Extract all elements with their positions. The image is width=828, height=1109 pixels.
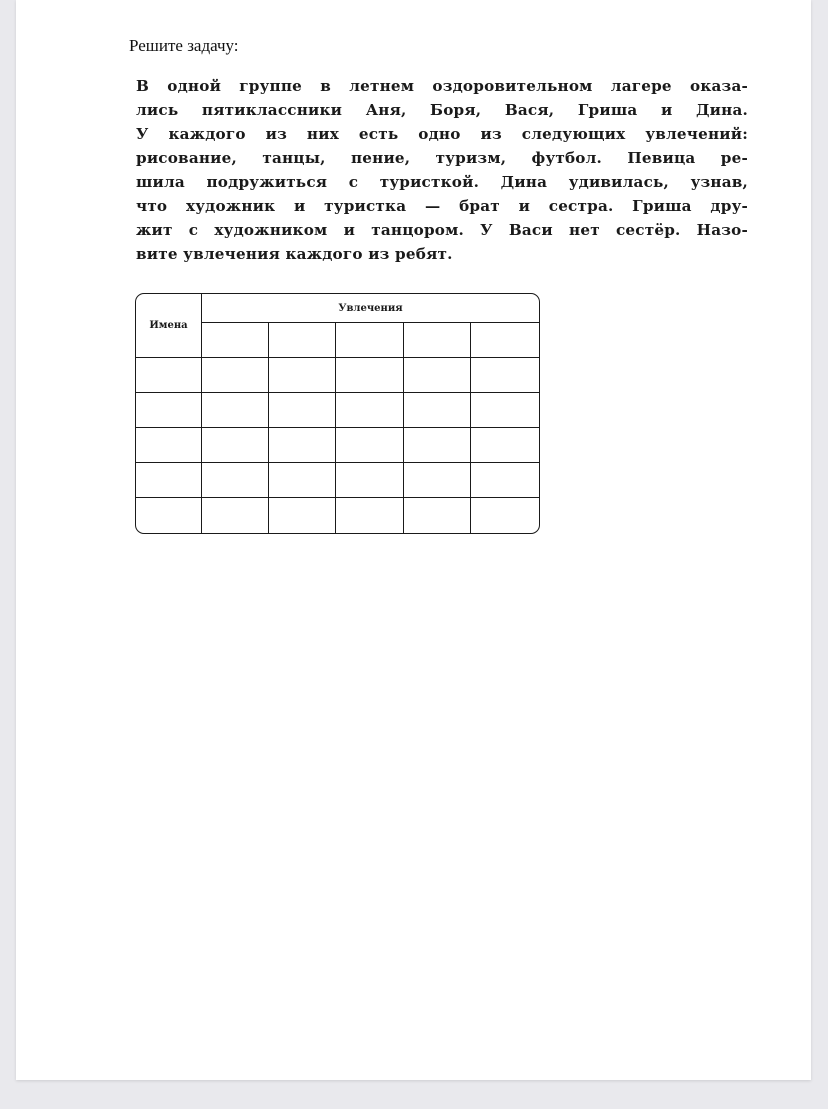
problem-line: жит с художником и танцором. У Васи нет сестёр. Назо- [136, 221, 748, 239]
table-cell[interactable] [336, 463, 404, 498]
problem-line: рисование, танцы, пение, туризм, футбол. Певица ре- [136, 149, 748, 167]
problem-line: лись пятиклассники Аня, Боря, Вася, Гриша и Дина. [136, 101, 748, 119]
table-cell[interactable] [471, 498, 539, 533]
name-cell[interactable] [136, 498, 202, 533]
task-instruction: Решите задачу: [129, 36, 239, 55]
table-cell[interactable] [202, 358, 269, 393]
hobby-header-cell[interactable] [336, 323, 404, 358]
document-page [16, 0, 811, 1080]
table-cell[interactable] [202, 393, 269, 428]
problem-line: вите увлечения каждого из ребят. [136, 245, 453, 263]
hobby-header-cell[interactable] [269, 323, 336, 358]
table-cell[interactable] [269, 463, 336, 498]
table-cell[interactable] [269, 358, 336, 393]
table-cell[interactable] [471, 463, 539, 498]
problem-line: У каждого из них есть одно из следующих увлечений: [136, 125, 748, 143]
table-cell[interactable] [336, 393, 404, 428]
hobbies-header: Увлечения [202, 294, 539, 323]
names-header: Имена [136, 294, 202, 358]
table-cell[interactable] [336, 358, 404, 393]
table-cell[interactable] [404, 358, 471, 393]
table-cell[interactable] [336, 428, 404, 463]
hobbies-table-wrap [135, 293, 538, 531]
name-cell[interactable] [136, 393, 202, 428]
table-cell[interactable] [404, 463, 471, 498]
table-cell[interactable] [269, 498, 336, 533]
hobbies-table [135, 293, 540, 534]
table-cell[interactable] [202, 498, 269, 533]
name-cell[interactable] [136, 428, 202, 463]
table-cell[interactable] [336, 498, 404, 533]
table-cell[interactable] [202, 463, 269, 498]
hobby-header-cell[interactable] [404, 323, 471, 358]
table-cell[interactable] [269, 428, 336, 463]
table-cell[interactable] [404, 428, 471, 463]
problem-line: что художник и туристка — брат и сестра. Гриша дру- [136, 197, 748, 215]
table-cell[interactable] [404, 498, 471, 533]
problem-line: шила подружиться с туристкой. Дина удивилась, узнав, [136, 173, 748, 191]
problem-text [136, 74, 748, 266]
name-cell[interactable] [136, 358, 202, 393]
table-cell[interactable] [202, 428, 269, 463]
problem-line: В одной группе в летнем оздоровительном лагере оказа- [136, 77, 748, 95]
hobby-header-cell[interactable] [471, 323, 539, 358]
table-cell[interactable] [471, 428, 539, 463]
table-cell[interactable] [269, 393, 336, 428]
table-cell[interactable] [404, 393, 471, 428]
table-cell[interactable] [471, 358, 539, 393]
table-cell[interactable] [471, 393, 539, 428]
name-cell[interactable] [136, 463, 202, 498]
hobby-header-cell[interactable] [202, 323, 269, 358]
